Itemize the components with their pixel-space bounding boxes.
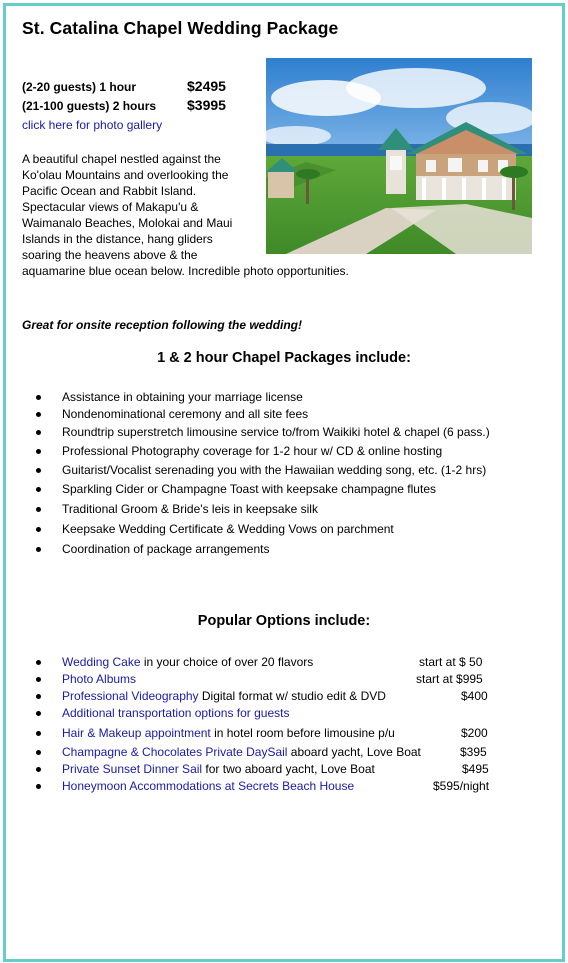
photo-albums-link[interactable]: Photo Albums: [62, 672, 137, 686]
transportation-options-link[interactable]: Additional transportation options for guests: [62, 706, 290, 720]
includes-heading: 1 & 2 hour Chapel Packages include:: [157, 350, 411, 366]
bullet-icon: [36, 694, 41, 699]
bullet-icon: [36, 750, 41, 755]
description-line: A beautiful chapel nestled against the: [22, 152, 221, 166]
bullet-icon: [36, 660, 41, 665]
bullet-icon: [36, 767, 41, 772]
wedding-cake-link[interactable]: Wedding Cake: [62, 655, 141, 669]
price-value: $3995: [187, 97, 226, 113]
hair-makeup-link[interactable]: Hair & Makeup appointment: [62, 726, 211, 740]
bullet-icon: [36, 507, 41, 512]
option-price: $400: [461, 689, 488, 703]
price-label: (2-20 guests) 1 hour: [22, 80, 137, 94]
price-value: $2495: [187, 78, 226, 94]
bullet-icon: [36, 547, 41, 552]
option-price: $495: [462, 762, 489, 776]
option-price: start at $995: [416, 672, 483, 686]
bullet-icon: [36, 430, 41, 435]
option-text: in your choice of over 20 flavors: [140, 655, 314, 669]
option-text: aboard yacht, Love Boat: [287, 745, 421, 759]
bullet-icon: [36, 677, 41, 682]
option-text: Digital format w/ studio edit & DVD: [198, 689, 386, 703]
bullet-icon: [36, 395, 41, 400]
videography-link[interactable]: Professional Videography: [62, 689, 199, 703]
bullet-icon: [36, 468, 41, 473]
description-line: soaring the heavens above & the: [22, 248, 198, 262]
description-line: Pacific Ocean and Rabbit Island.: [22, 184, 197, 198]
option-price: start at $ 50: [419, 655, 483, 669]
options-heading: Popular Options include:: [197, 613, 371, 629]
bullet-icon: [36, 527, 41, 532]
price-row-small: [22, 78, 226, 94]
option-text: for two aboard yacht, Love Boat: [202, 762, 375, 776]
page-frame: St. Catalina Chapel Wedding Package (2-20 guests) 1 hour $2495 (21-100 guests) 2 hours $3995 click here for photo gallery A beautiful chapel nestled against the Ko'olau Mountains and overlooking the Pacific Ocean and Rabbit Island. Spectacular views of Makapu'u & Waimanalo Beaches, Molokai and Maui Islands in the distance, hang gliders soaring the heavens above & the aquamarine blue ocean below. Incredible photo opportunities. Great for onsite reception following the wedding! 1 & 2 hour Chapel Packages include: Assistance in obtaining your marriage license Nondenominational ceremony and all site fees Roundtrip superstretch limousine service to/from Waikiki hotel & chapel (6 pass.) Professional Photography coverage for 1-2 hour w/ CD & online hosting Guitarist/Vocalist serenading you with the Hawaiian wedding song, etc. (1-2 hrs) Sparkling Cider or Champagne Toast with keepsake champagne flutes Traditional Groom & Bride's leis in keepsake silk Keepsake Wedding Certificate & Wedding Vows on parchment Coordination of package arrangements Popular Options include: Wedding Cake in your choice of over 20 flavors start at $ 50 Photo Albums start at $995 Professional Videography Digital format w/ studio edit & DVD $400 Additional transportation options for guests Hair & Makeup appointment in hotel room before limousine p/u $200 Champagne & Chocolates Private DaySail aboard yacht, Love Boat $395 Private Sunset Dinner Sail for two aboard yacht, Love Boat $495 Honeymoon Accommodations at Secrets Beach House $595/night: [3, 3, 565, 962]
option-price: $200: [461, 726, 488, 740]
description-line: Islands in the distance, hang gliders: [22, 232, 213, 246]
option-text: in hotel room before limousine p/u: [210, 726, 395, 740]
bullet-icon: [36, 731, 41, 736]
option-price: $595/night: [433, 779, 490, 793]
photo-gallery-link[interactable]: click here for photo gallery: [22, 118, 163, 132]
description-line: Waimanalo Beaches, Molokai and Maui: [22, 216, 233, 230]
bullet-icon: [36, 487, 41, 492]
price-label: (21-100 guests) 2 hours: [22, 99, 157, 113]
reception-note: Great for onsite reception following the wedding!: [22, 318, 303, 332]
honeymoon-accommodations-link[interactable]: Honeymoon Accommodations at Secrets Beach House: [62, 779, 355, 793]
bullet-icon: [36, 784, 41, 789]
bullet-icon: [36, 449, 41, 454]
page-title: St. Catalina Chapel Wedding Package: [22, 18, 339, 38]
bullet-icon: [36, 412, 41, 417]
bullet-icon: [36, 711, 41, 716]
champagne-daysail-link[interactable]: Champagne & Chocolates Private DaySail: [62, 745, 288, 759]
description-line: Spectacular views of Makapu'u &: [22, 200, 199, 214]
description-line: Ko'olau Mountains and overlooking the: [22, 168, 229, 182]
price-row-large: [22, 97, 226, 113]
description-line: aquamarine blue ocean below. Incredible photo opportunities.: [22, 264, 349, 278]
option-price: $395: [460, 745, 487, 759]
chapel-photo: [266, 58, 532, 254]
sunset-dinner-sail-link[interactable]: Private Sunset Dinner Sail: [62, 762, 203, 776]
